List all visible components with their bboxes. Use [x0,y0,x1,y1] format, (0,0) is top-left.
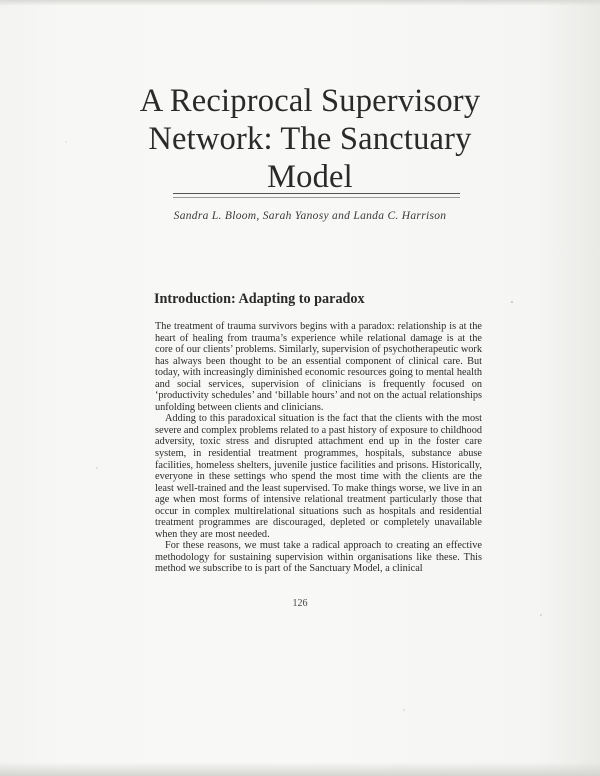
section-body [155,321,482,575]
body-paragraph-2: Adding to this paradoxical situation is the fact that the clients with the most severe and complex problems related to a past history of exposure to childhood adversity, toxic stress and disrupted attachment end up in the foster care system, in residential treatment programmes, hospitals, substance abuse facilities, homeless shelters, juvenile justice facilities and prisons. Historically, everyone in these settings who spend the most time with the clients are the least well-trained and the least supervised. To make things worse, we live in an age when most forms of intensive relational treatment particularly those that occur in complex multirelational situations such as hospitals and residential treatment programmes are discouraged, depleted or completely unavailable when they are most needed. [155,413,482,540]
page-number: 126 [292,598,308,609]
section-heading: Introduction: Adapting to paradox [154,291,365,307]
title-rule [173,193,460,194]
scan-shadow-bottom [0,762,600,776]
title-rule-secondary [173,197,460,198]
chapter-title-line-1: A Reciprocal Supervisory [139,83,481,119]
chapter-title-line-2: Network: The Sanctuary [148,121,472,157]
body-paragraph-1: The treatment of trauma survivors begins with a paradox: relationship is at the heart of healing from trauma’s experience while relational damage is at the core of our clients’ problems. Similarly, supervision of psychotherapeutic work has always been thought to be an essential component of clinical care. But today, with increasingly diminished economic resources going to mental health and social services, supervision of clinicians is frequently focused on ‘productivity schedules’ and ‘billable hours’ and not on the actual relationships unfolding between clients and clinicians. [155,321,482,413]
chapter-authors: Sandra L. Bloom, Sarah Yanosy and Landa C. Harrison [173,210,447,222]
chapter-title-line-3: Model [267,159,353,195]
scan-shadow-top [0,0,600,6]
body-paragraph-3: For these reasons, we must take a radical approach to creating an effective methodology for sustaining supervision within organisations like these. This method we subscribe to is part of the Sanctuary Model, a clinical [155,540,482,575]
chapter-title [110,82,510,196]
